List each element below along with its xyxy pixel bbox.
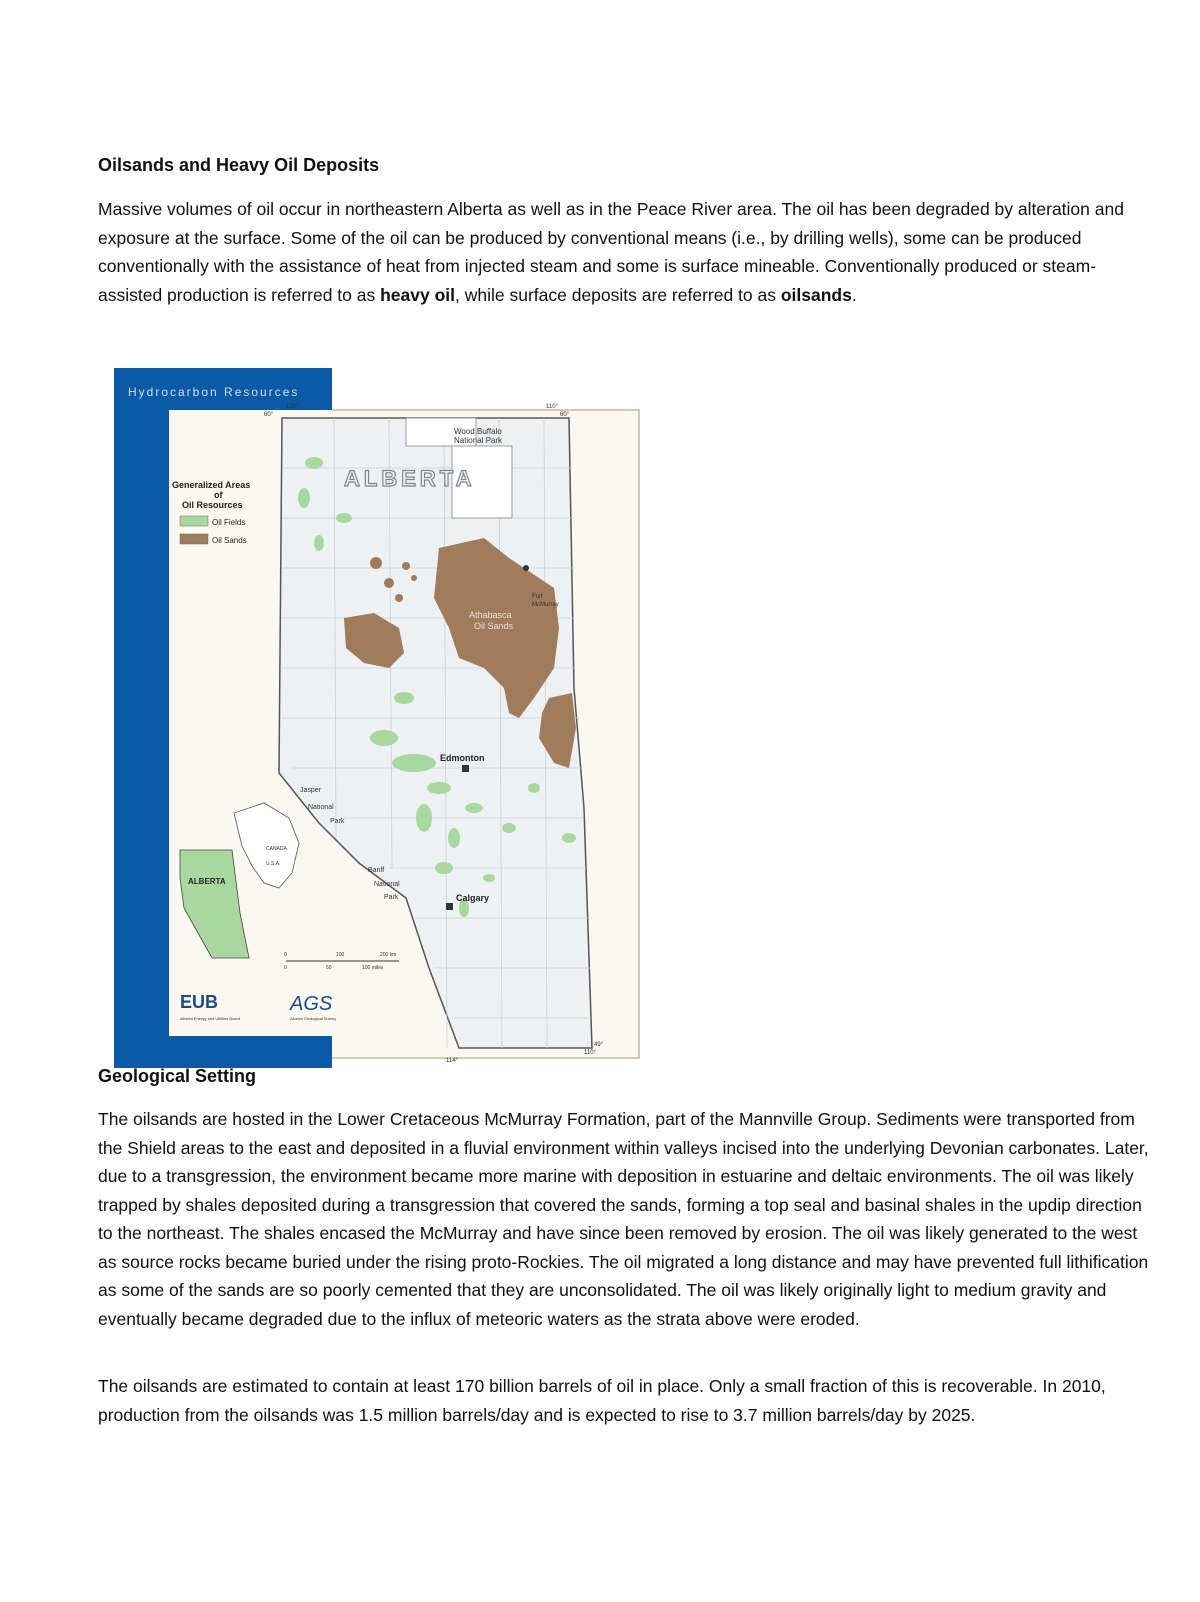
ags-logo-subtitle: Alberta Geological Survey xyxy=(290,1016,337,1021)
wood-buffalo-label: Wood Buffalo xyxy=(454,427,502,436)
paragraph-text: Massive volumes of oil occur in northeastern Alberta as well as in the Peace River area. The oil has been degraded by alteration and exposure at the surface. Some of the oil can be produced by conventional means (i.e., by drilling wells), some can be produced conventionally with the assistance of heat from injected steam and some is surface mineable. Conventionally produced or steam-assisted production is referred to as xyxy=(98,199,1124,305)
lon-top-right: 110° xyxy=(546,404,558,410)
lat-bottom-right: 49° xyxy=(594,1042,604,1048)
alberta-hydrocarbon-map xyxy=(114,368,644,1068)
scale-50: 50 xyxy=(326,965,332,971)
section-heading-geological-setting: Geological Setting xyxy=(98,1066,257,1086)
jasper-label-3: Park xyxy=(330,818,345,825)
legend-swatch-oil-sands xyxy=(180,534,208,544)
scale-100: 100 xyxy=(336,952,345,958)
lat-top-left: 60° xyxy=(264,412,274,418)
legend-label-oil-sands: Oil Sands xyxy=(212,536,247,545)
paragraph-text: . xyxy=(851,284,857,305)
inset-canada-label: CANADA xyxy=(266,846,287,852)
edmonton-label: Edmonton xyxy=(440,753,485,763)
legend-title-3: Oil Resources xyxy=(182,500,243,510)
legend-swatch-oil-fields xyxy=(180,516,208,526)
lat-top-right: 60° xyxy=(560,412,570,418)
legend-label-oil-fields: Oil Fields xyxy=(212,518,246,527)
jasper-label: Jasper xyxy=(300,787,322,794)
eub-logo: EUB xyxy=(180,992,219,1012)
paragraph-oilsands-intro xyxy=(98,195,1153,309)
map-title: ALBERTA xyxy=(344,466,476,491)
jasper-label-2: National xyxy=(308,804,334,811)
paragraph-geological-setting: The oilsands are hosted in the Lower Cretaceous McMurray Formation, part of the Mannville Group. Sediments were transported from the Shield areas to the east and deposited in a fluvial environment within valleys incised into the underlying Devonian carbonates. Later, due to a transgression, the environment became more marine with deposition in estuarine and deltaic environments. The oil was likely trapped by shales deposited during a transgression that covered the sands, forming a top seal and basinal shales in the updip direction to the northeast. The shales encased the McMurray and have since been removed by erosion. The oil was likely generated to the west as source rocks became buried under the rising proto-Rockies. The oil migrated a long distance and may have prevented full lithification as some of the sands are so poorly cemented that they are unconsolidated. The oil was likely originally light to medium gravity and eventually became degraded due to the influx of meteoric waters as the strata above were eroded. xyxy=(98,1109,1149,1329)
lon-bottom-right: 110° xyxy=(584,1050,596,1056)
inset-alberta-label: ALBERTA xyxy=(188,877,226,886)
scale-0: 0 xyxy=(284,952,287,958)
lon-top-left: 120° xyxy=(286,404,299,410)
banner-title: Hydrocarbon Resources xyxy=(128,385,300,399)
athabasca-label: Athabasca xyxy=(469,610,512,620)
paragraph-oilsands-estimate: The oilsands are estimated to contain at least 170 billion barrels of oil in place. Only a small fraction of this is recoverable. In 2010, production from the oilsands was 1.5 million barrels/day and is expected to rise to 3.7 million barrels/day by 2025. xyxy=(98,1376,1106,1425)
fort-mcmurray-label: Fort xyxy=(532,594,543,600)
bold-term-heavy-oil: heavy oil xyxy=(380,284,455,305)
edmonton-marker xyxy=(462,765,469,772)
ags-logo: AGS xyxy=(290,993,333,1015)
paragraph-text: , while surface deposits are referred to as xyxy=(455,284,781,305)
banff-label: Banff xyxy=(368,867,385,874)
scale-100mi: 100 miles xyxy=(362,965,384,971)
scale-200km: 200 km xyxy=(380,952,397,958)
scale-0-mi: 0 xyxy=(284,965,287,971)
legend-title: Generalized Areas xyxy=(172,480,251,490)
wood-buffalo-label-2: National Park xyxy=(454,436,503,445)
section-heading-oilsands: Oilsands and Heavy Oil Deposits xyxy=(98,155,380,175)
banff-label-3: Park xyxy=(384,894,399,901)
legend-title-2: of xyxy=(214,490,223,500)
inset-usa-label: U.S.A. xyxy=(266,861,281,867)
athabasca-label-2: Oil Sands xyxy=(474,621,514,631)
bold-term-oilsands: oilsands xyxy=(780,284,852,305)
calgary-label: Calgary xyxy=(456,893,490,903)
fort-mcmurray-marker xyxy=(523,565,529,571)
calgary-marker xyxy=(446,903,453,910)
lon-bottom-left: 114° xyxy=(446,1058,458,1064)
eub-logo-subtitle: Alberta Energy and Utilities Board xyxy=(180,1016,241,1021)
fort-mcmurray-label-2: McMurray xyxy=(532,602,559,608)
banff-label-2: National xyxy=(374,881,400,888)
